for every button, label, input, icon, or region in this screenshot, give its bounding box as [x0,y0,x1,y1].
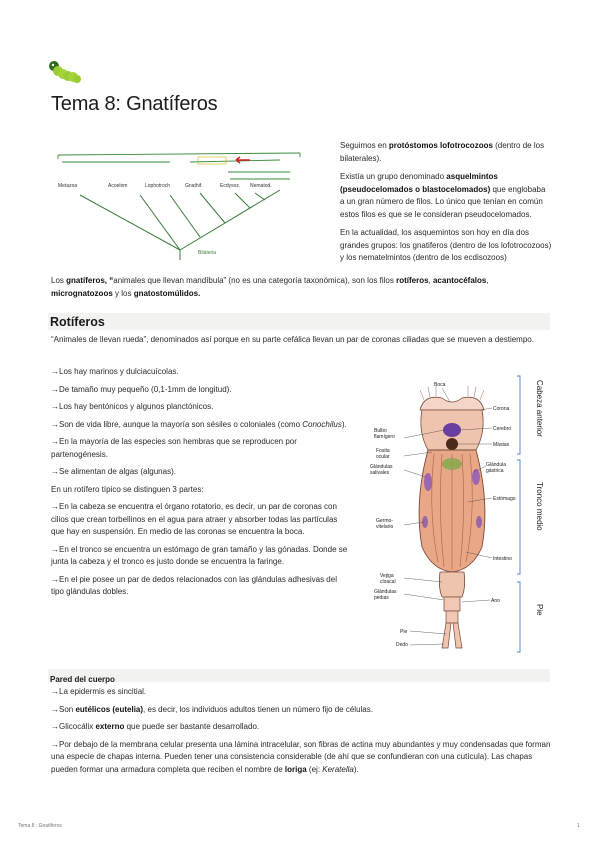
svg-text:Lophotroch: Lophotroch [145,183,171,189]
label-dedo: Dedo [396,642,408,648]
label-vejiga: Vejiga cloacal [380,573,396,585]
label-germovitelario: Germo-vitelario [376,518,394,530]
svg-text:Nematod.: Nematod. [250,183,272,189]
rotiferos-list [51,366,349,599]
list-item: →Se alimentan de algas (algunas). [51,467,176,476]
list-item: →La epidermis es sincitial. [51,687,147,696]
label-cerebro: Cerebro [493,426,512,432]
svg-text:Metazoa: Metazoa [58,183,78,189]
list-item: En un rotífero típico se distinguen 3 partes: [51,484,204,494]
list-item: →De tamaño muy pequeño (0,1-1mm de longitud). [51,384,232,394]
rotiferos-intro: “Animales de llevan rueda”, denominados así porque en su parte cefálica llevan un par de coronas ciliadas que se mueven a destiempo. [51,335,534,344]
list-item: →Son eutélicos (eutelia), es decir, los individuos adultos tienen un número fijo de células. [51,704,373,714]
svg-text:Bilateria: Bilateria [198,250,217,256]
list-item: →En el tronco se encuentra un estómago de gran tamaño y las gónadas. Donde se junta la cabeza y el tronco es justo donde se encuentra la faringe. [51,544,348,566]
list-item: →Glicocálix externo que puede ser bastante desarrollado. [51,722,260,731]
phylogeny-sketch [50,145,310,265]
label-intestino: Intestino [493,556,512,562]
page-title: Tema 8: Gnatíferos [51,93,218,115]
side-label-tronco: Tronco medio [535,482,544,531]
label-pie: Pie [400,629,408,635]
side-label-pie: Pie [535,604,544,616]
footer-title: Tema 8 : Gnatíferos [18,823,62,829]
list-item: →En el pie posee un par de dedos relacionados con las glándulas adhesivas del tipo glándulas dobles. [51,574,337,596]
pared-list [51,686,551,776]
label-bulbo: Bulbo flamígero [374,428,395,440]
side-label-cabeza: Cabeza anterior [535,380,544,437]
section-heading-pared: Pared del cuerpo [48,669,550,682]
svg-text:Acoelom: Acoelom [108,183,128,189]
label-fosita: Fosita ocular [376,448,390,460]
label-glandulas-salivales: Glándulas salivales [370,464,393,476]
label-estomago: Estómago [493,496,516,502]
list-item: →En la mayoría de las especies son hembras que se reproducen por partenogénesis. [51,437,297,459]
label-glandulas-pedias: Glándulas pedias [374,589,397,601]
intro-paragraph-1: Seguimos en protóstomos lofotrocozoos (dentro de los bilaterales). [340,141,545,163]
list-item: →Los hay marinos y dulciacuícolas. [51,367,179,376]
gnatiferos-paragraph: Los gnatíferos, “animales que llevan mandíbula” (no es una categoría taxonómica), son los filos rotíferos, acantocéfalos, micrognatozoos y los gnatostomúlidos. [51,276,489,298]
rotifer-anatomy-diagram [362,372,562,654]
label-corona: Corona [493,406,510,412]
intro-paragraph-2: Existía un grupo denominado asquelmintos (pseudocelomados o blastocelomados) que englobaba a un gran número de filos. Lo único que tenían en común estos filos es que se le consideran pseudocelomados. [340,172,546,219]
label-mastax: Mástax [493,442,510,448]
label-glandula-gastrica: Glándula gástrica [486,462,507,474]
label-ano: Ano [491,598,500,604]
intro-column [340,140,552,265]
label-boca: Boca [434,382,446,388]
svg-text:Ecdysoz.: Ecdysoz. [220,183,241,189]
list-item: →En la cabeza se encuentra el órgano rotatorio, es decir, un par de coronas con cilios que crean torbellinos en el agua para atraer y absorber todas las partículas que hay en suspensión. En medio de las coronas se encuentra la boca. [51,502,338,536]
list-item: →Son de vida libre, aunque la mayoría son sésiles o coloniales (como Conochilus). [51,419,347,429]
rotifer-drawing [362,372,562,654]
page-number: 1 [577,823,580,829]
intro-paragraph-3: En la actualidad, los asquemintos son hoy en día dos grandes grupos: los gnatiferos (dentro de los lofotrocozoos) y los nematelmintos (dentro de los ecdisozoos) [340,228,552,262]
svg-text:Gnathif.: Gnathif. [185,183,203,189]
list-item: →Por debajo de la membrana celular presenta una lámina intracelular, son fibras de actina muy abundantes y muy condensadas que forman una especie de chapas interna. Pueden tener una consistencia considerable (de ahí que se confundieran con una cutícula). Las chapas pueden formar una armadura completa que reciben el nombre de loriga (ej: Keratella). [51,739,551,774]
section-heading-rotiferos: Rotíferos [48,313,550,330]
list-item: →Los hay bentónicos y algunos planctónicos. [51,402,214,411]
caterpillar-icon [46,58,82,84]
